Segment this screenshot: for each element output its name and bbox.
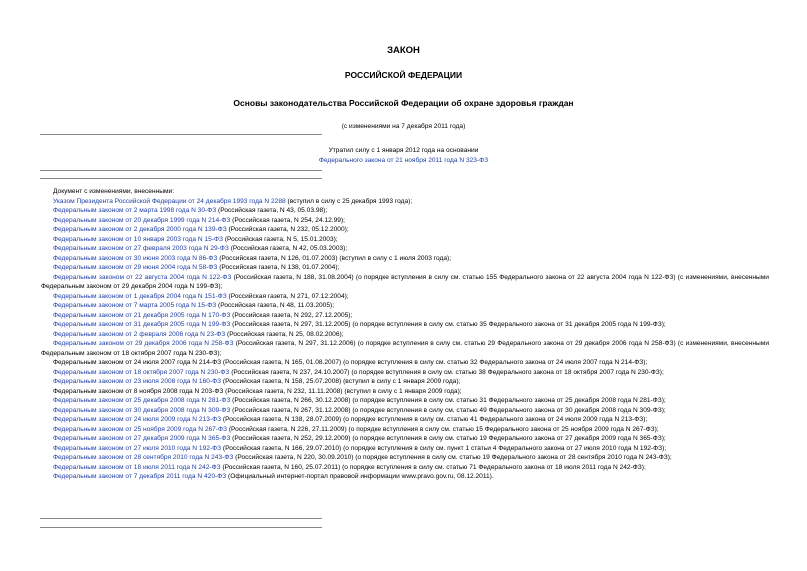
- amendment-link[interactable]: Федеральным законом от 2 марта 1998 года N 30-ФЗ: [53, 207, 217, 214]
- amendment-text: (Российская газета, N 138, 28.07.2009) (о порядке вступления в силу см. статью 41 Федерального закона от 24 июля 2009 года N 213-ФЗ);: [221, 416, 648, 423]
- amendments-list: [41, 187, 769, 482]
- amendment-text: (Российская газета, N 297, 31.12.2005) (о порядке вступления в силу см. статью 35 Федерального закона от 31 декабря 2005 года N 199-ФЗ);: [230, 321, 666, 328]
- repeal-notice: Утратил силу с 1 января 2012 года на основании: [328, 147, 479, 154]
- amendment-link[interactable]: Федеральным законом от 20 декабря 1999 года N 214-ФЗ: [53, 216, 231, 224]
- amendment-item: [41, 463, 769, 473]
- amendment-text: (Российская газета, N 138, 01.07.2004);: [217, 264, 340, 271]
- amendment-item: [41, 320, 769, 330]
- divider: [40, 170, 322, 171]
- amendment-item: [41, 377, 769, 387]
- amendment-link[interactable]: Федеральным законом от 2 февраля 2006 года N 23-ФЗ: [53, 330, 226, 338]
- country-heading: РОССИЙСКОЙ ФЕДЕРАЦИИ: [344, 70, 463, 80]
- amendment-item: [41, 406, 769, 416]
- amendment-link[interactable]: Федеральным законом от 7 декабря 2011 года N 420-ФЗ: [53, 473, 227, 480]
- amendment-item: [41, 263, 769, 273]
- repeal-basis-link[interactable]: Федерального закона от 21 ноября 2011 года N 323-ФЗ: [318, 157, 489, 164]
- amendment-item: [41, 444, 769, 454]
- amendment-item: [41, 425, 769, 435]
- divider: [40, 527, 322, 528]
- amendment-link[interactable]: Федеральным законом от 7 марта 2005 года N 15-ФЗ: [53, 302, 217, 309]
- amendment-text: (Российская газета, N 25, 08.02.2006);: [225, 330, 344, 338]
- amendment-link[interactable]: Федеральным законом от 28 сентября 2010 года N 243-ФЗ: [53, 454, 234, 461]
- amendment-link[interactable]: Федеральным законом от 29 июня 2004 года N 58-ФЗ: [53, 264, 218, 271]
- amendment-item: [41, 311, 769, 321]
- amendment-text: (Официальный интернет-портал правовой информации www.pravo.gov.ru, 08.12.2011).: [226, 473, 494, 480]
- divider: [40, 134, 322, 135]
- amendment-link[interactable]: Федеральным законом от 10 января 2003 года N 15-ФЗ: [53, 235, 223, 243]
- amendment-link[interactable]: Федеральным законом от 22 августа 2004 года N 122-ФЗ: [53, 273, 232, 281]
- amendment-link[interactable]: Федеральным законом от 25 ноября 2009 года N 267-ФЗ: [53, 425, 228, 433]
- amendment-item: [41, 387, 769, 397]
- amendment-text: Федеральным законом от 24 июля 2007 года N 214-ФЗ (Российская газета, N 165, 01.08.2007) (о порядке вступления в силу см. статью 32 Федерального закона от 24 июля 2007 года N 214-ФЗ);: [53, 359, 648, 366]
- divider: [40, 178, 322, 179]
- amendment-item: [41, 197, 769, 207]
- amendment-text: (Российская газета, N 166, 29.07.2010) (о порядке вступления в силу см. пункт 1 статьи 4 Федерального закона от 27 июля 2010 года N 192-ФЗ);: [221, 444, 667, 452]
- amendment-text: (вступил в силу с 25 декабря 1993 года);: [285, 197, 413, 205]
- amendment-link[interactable]: Федеральным законом от 21 декабря 2005 года N 170-ФЗ: [53, 311, 231, 319]
- amendment-text: (Российская газета, N 160, 25.07.2011) (о порядке вступления в силу см. статью 71 Федерального закона от 18 июля 2011 года N 242-ФЗ);: [220, 463, 646, 471]
- amendment-item: [41, 301, 769, 311]
- amendment-text: (Российская газета, N 188, 31.08.2004) (о порядке вступления в силу см. статью 155 Федерального закона от 22 августа 2004 года N 122-ФЗ) (с изменениями, внесенными Федеральным законом от 29 декабря 2004 года N 199-ФЗ);: [41, 273, 769, 290]
- amendment-text: (Российская газета, N 48, 11.03.2005);: [216, 302, 335, 309]
- amendment-link[interactable]: Федеральным законом от 31 декабря 2005 года N 199-ФЗ: [53, 321, 231, 328]
- amendment-item: [41, 254, 769, 264]
- amendment-link[interactable]: Федеральным законом от 27 декабря 2009 года N 365-ФЗ: [53, 435, 231, 442]
- amendment-link[interactable]: Федеральным законом от 23 июля 2008 года N 160-ФЗ: [53, 378, 222, 385]
- amendment-link[interactable]: Федеральным законом от 18 июля 2011 года N 242-ФЗ: [53, 463, 221, 471]
- amendment-link[interactable]: Федеральным законом от 27 июля 2010 года N 192-ФЗ: [53, 444, 222, 452]
- amendment-link[interactable]: Федеральным законом от 2 декабря 2000 года N 139-ФЗ: [53, 226, 227, 233]
- document-subtitle: (с изменениями на 7 декабря 2011 года): [341, 123, 466, 130]
- amendments-intro: Документ с изменениями, внесенными:: [53, 188, 175, 195]
- amendment-text: (Российская газета, N 158, 25.07.2008) (вступил в силу с 1 января 2009 года);: [221, 378, 461, 385]
- amendment-item: [41, 216, 769, 226]
- amendment-item: [41, 225, 769, 235]
- amendment-link[interactable]: Федеральным законом от 24 июля 2009 года N 213-ФЗ: [53, 416, 222, 423]
- amendment-text: (Российская газета, N 297, 31.12.2006) (о порядке вступления в силу см. статью 29 Федерального закона от 29 декабря 2006 года N 258-ФЗ) (с изменениями, внесенными Федеральным законом от 18 октября 2007 года N 230-ФЗ);: [41, 340, 770, 357]
- amendment-text: (Российская газета, N 5, 15.01.2003);: [223, 235, 338, 243]
- amendment-link[interactable]: Федеральным законом от 30 декабря 2008 года N 309-ФЗ: [53, 406, 231, 414]
- amendment-text: (Российская газета, N 232, 05.12.2000);: [226, 226, 349, 233]
- amendment-item: [41, 358, 769, 368]
- amendment-text: (Российская газета, N 220, 30.09.2010) (о порядке вступления в силу см. статью 19 Федерального закона от 28 сентября 2010 года N 243-ФЗ);: [233, 454, 672, 461]
- amendment-text: (Российская газета, N 43, 05.03.98);: [216, 207, 328, 214]
- amendment-item: [41, 292, 769, 302]
- amendment-link[interactable]: Федеральным законом от 25 декабря 2008 года N 281-ФЗ: [53, 397, 231, 404]
- amendment-item: [41, 235, 769, 245]
- amendment-item: [41, 472, 769, 482]
- amendment-item: [41, 415, 769, 425]
- amendment-link[interactable]: Федеральным законом от 30 июня 2003 года N 86-ФЗ: [53, 254, 218, 262]
- amendment-text: (Российская газета, N 271, 07.12.2004);: [226, 292, 349, 300]
- amendment-text: (Российская газета, N 254, 24.12.99);: [230, 216, 345, 224]
- amendment-link[interactable]: Федеральным законом от 1 декабря 2004 года N 151-ФЗ: [53, 292, 227, 300]
- amendment-text: (Российская газета, N 266, 30.12.2008) (о порядке вступления в силу см. статью 31 Федерального закона от 25 декабря 2008 года N 281-ФЗ);: [230, 397, 666, 404]
- divider: [40, 518, 322, 519]
- amendment-link[interactable]: Федеральным законом от 18 октября 2007 года N 230-ФЗ: [53, 368, 230, 376]
- amendment-text: Федеральным законом от 8 ноября 2008 года N 203-ФЗ (Российская газета, N 232, 11.11.2008) (вступил в силу с 1 января 2009 года);: [53, 387, 462, 395]
- amendment-item: [41, 330, 769, 340]
- amendment-text: (Российская газета, N 226, 27.11.2009) (о порядке вступления в силу см. статью 15 Федерального закона от 25 ноября 2009 года N 267-ФЗ);: [227, 425, 659, 433]
- amendment-text: (Российская газета, N 237, 24.10.2007) (о порядке вступления в силу см. статью 38 Федерального закона от 18 октября 2007 года N 230-ФЗ);: [229, 368, 664, 376]
- amendment-link[interactable]: Федеральным законом от 29 декабря 2006 года N 258-ФЗ: [53, 340, 234, 347]
- amendment-item: [41, 244, 769, 254]
- amendment-text: (Российская газета, N 252, 29.12.2009) (о порядке вступления в силу см. статью 19 Федерального закона от 27 декабря 2009 года N 365-ФЗ);: [230, 435, 666, 442]
- amendment-item: [41, 273, 769, 292]
- law-type-heading: ЗАКОН: [387, 45, 420, 56]
- amendment-link[interactable]: Указом Президента Российской Федерации от 24 декабря 1993 года N 2288: [53, 197, 286, 205]
- amendment-link[interactable]: Федеральным законом от 27 февраля 2003 года N 29-ФЗ: [53, 245, 229, 252]
- amendment-item: [41, 339, 769, 358]
- amendment-item: [41, 396, 769, 406]
- amendment-item: [41, 206, 769, 216]
- amendment-item: [41, 434, 769, 444]
- document-title: Основы законодательства Российской Федерации об охране здоровья граждан: [233, 98, 574, 108]
- amendment-text: (Российская газета, N 267, 31.12.2008) (о порядке вступления в силу см. статью 49 Федерального закона от 30 декабря 2008 года N 309-ФЗ);: [230, 406, 666, 414]
- amendment-text: (Российская газета, N 42, 05.03.2003);: [228, 245, 348, 252]
- amendment-item: [41, 368, 769, 378]
- amendment-text: (Российская газета, N 292, 27.12.2005);: [230, 311, 353, 319]
- amendment-item: [41, 453, 769, 463]
- amendment-text: (Российская газета, N 126, 01.07.2003) (вступил в силу с 1 июля 2003 года);: [217, 254, 452, 262]
